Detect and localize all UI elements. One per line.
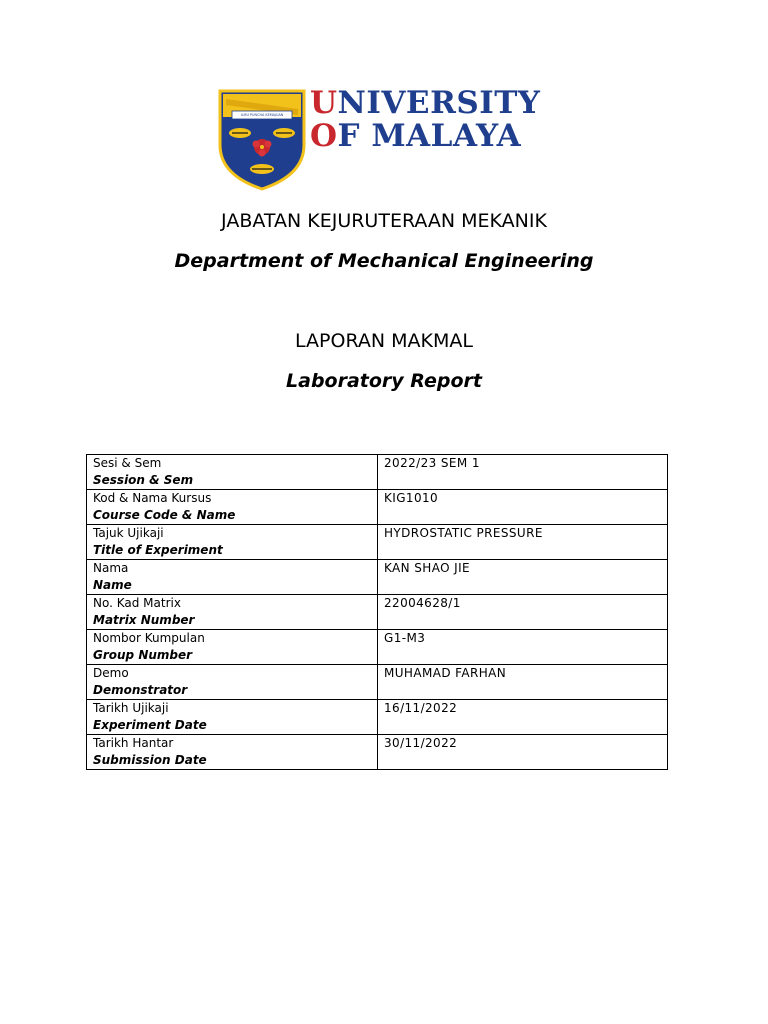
crest-shield-icon	[218, 87, 306, 191]
report-title-english: Laboratory Report	[286, 370, 482, 392]
table-row	[87, 490, 668, 525]
value-cell	[378, 525, 668, 560]
label-cell	[87, 455, 378, 490]
label-malay: Sesi & Sem	[93, 456, 162, 470]
label-cell	[87, 665, 378, 700]
value-text: KAN SHAO JIE	[384, 561, 471, 575]
table-row	[87, 735, 668, 770]
logo-wordmark	[310, 87, 552, 153]
label-cell	[87, 595, 378, 630]
value-text: KIG1010	[384, 491, 439, 505]
wordmark-line-2	[310, 120, 552, 153]
table-row	[87, 700, 668, 735]
department-title-malay: JABATAN KEJURUTERAAN MEKANIK	[221, 210, 547, 232]
table-row	[87, 560, 668, 595]
wordmark-line-1-rest: NIVERSITY	[337, 85, 541, 121]
value-text: HYDROSTATIC PRESSURE	[384, 526, 543, 540]
motto-banner-text: ILMU PUNCHA KEMAJUAN	[240, 113, 284, 117]
report-info-table-body	[87, 455, 668, 770]
value-text: 16/11/2022	[384, 701, 458, 715]
value-cell	[378, 630, 668, 665]
value-cell	[378, 700, 668, 735]
wordmark-line-1	[310, 87, 552, 120]
wordmark-line-2-rest: F MALAYA	[337, 118, 522, 154]
label-malay: Kod & Nama Kursus	[93, 491, 212, 505]
report-info-table	[86, 454, 668, 770]
value-text: G1-M3	[384, 631, 426, 645]
label-english: Experiment Date	[93, 718, 207, 732]
label-cell	[87, 490, 378, 525]
value-text: 22004628/1	[384, 596, 461, 610]
label-malay: Tarikh Ujikaji	[93, 701, 169, 715]
value-cell	[378, 735, 668, 770]
label-english: Course Code & Name	[93, 508, 236, 522]
label-english: Name	[93, 578, 132, 592]
value-cell	[378, 490, 668, 525]
label-cell	[87, 560, 378, 595]
wordmark-line-2-accent: O	[310, 118, 338, 154]
table-row	[87, 455, 668, 490]
label-malay: Tajuk Ujikaji	[93, 526, 164, 540]
label-malay: Demo	[93, 666, 129, 680]
label-english: Group Number	[93, 648, 193, 662]
value-cell	[378, 665, 668, 700]
table-row	[87, 665, 668, 700]
table-row	[87, 630, 668, 665]
value-text: 30/11/2022	[384, 736, 458, 750]
value-cell	[378, 455, 668, 490]
wordmark-line-1-accent: U	[310, 85, 338, 121]
label-english: Submission Date	[93, 753, 207, 767]
table-row	[87, 525, 668, 560]
label-malay: Nama	[93, 561, 129, 575]
label-english: Matrix Number	[93, 613, 195, 627]
label-english: Title of Experiment	[93, 543, 223, 557]
label-english: Session & Sem	[93, 473, 194, 487]
value-text: 2022/23 SEM 1	[384, 456, 480, 470]
label-cell	[87, 630, 378, 665]
table-row	[87, 595, 668, 630]
report-title-malay: LAPORAN MAKMAL	[295, 330, 473, 352]
value-cell	[378, 560, 668, 595]
value-cell	[378, 595, 668, 630]
label-cell	[87, 735, 378, 770]
department-title-english: Department of Mechanical Engineering	[174, 250, 594, 272]
label-english: Demonstrator	[93, 683, 188, 697]
label-cell	[87, 525, 378, 560]
label-malay: Tarikh Hantar	[93, 736, 174, 750]
label-malay: Nombor Kumpulan	[93, 631, 205, 645]
label-cell	[87, 700, 378, 735]
university-logo	[218, 87, 552, 193]
value-text: MUHAMAD FARHAN	[384, 666, 507, 680]
label-malay: No. Kad Matrix	[93, 596, 181, 610]
